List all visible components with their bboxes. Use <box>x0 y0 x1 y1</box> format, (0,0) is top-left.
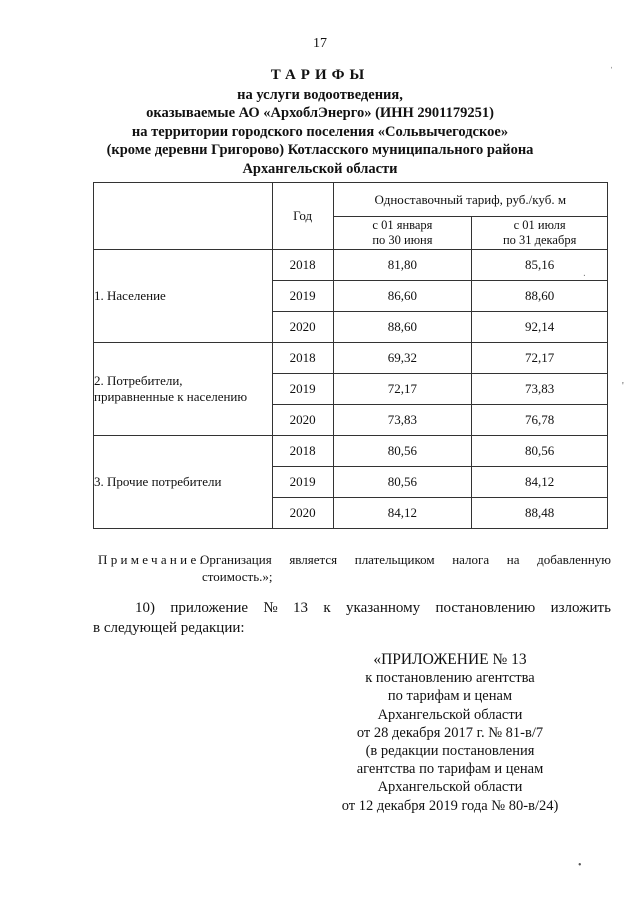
table-row <box>94 250 608 281</box>
paragraph-word: № <box>263 600 278 616</box>
title-line-1: на услуги водоотведения, <box>237 86 403 103</box>
scan-mark: • <box>578 860 582 871</box>
scan-mark: ˑ <box>583 272 586 283</box>
table-note <box>98 551 611 585</box>
tariff-h1-cell: 80,56 <box>333 436 472 467</box>
year-cell: 2019 <box>272 281 333 312</box>
year-cell: 2019 <box>272 467 333 498</box>
title-line-3: на территории городского поселения «Сольвычегодское» <box>131 123 509 140</box>
paragraph-word: изложить <box>550 600 611 616</box>
table-row <box>94 343 608 374</box>
year-cell: 2020 <box>272 405 333 436</box>
category-label: 2. Потребители, <box>94 373 183 388</box>
note-word: является <box>289 552 338 567</box>
tariff-h1-cell: 72,17 <box>333 374 472 405</box>
tariff-h2-cell: 85,16 <box>472 250 608 281</box>
note-word: налога <box>452 552 490 567</box>
tariff-h1-cell: 80,56 <box>333 467 472 498</box>
note-word: добавленную <box>537 552 611 567</box>
appendix-line: агентства по тарифам и ценам <box>356 761 544 778</box>
paragraph-line-2: в следующей редакции: <box>93 620 245 636</box>
tariff-h2-cell: 72,17 <box>472 343 608 374</box>
category-cell <box>94 250 273 343</box>
note-word: плательщиком <box>354 552 435 567</box>
document-title <box>40 66 600 178</box>
note-word: на <box>506 552 520 567</box>
tariff-h1-cell: 81,80 <box>333 250 472 281</box>
tariff-h1-cell: 73,83 <box>333 405 472 436</box>
page-number: 17 <box>313 36 327 51</box>
category-label: 3. Прочие потребители <box>94 474 222 489</box>
header-tariff: Одноставочный тариф, руб./куб. м <box>333 183 607 217</box>
tariff-h2-cell: 76,78 <box>472 405 608 436</box>
category-label: приравненные к населению <box>94 389 248 404</box>
category-cell <box>94 436 273 529</box>
paragraph-word: 10) <box>135 600 155 616</box>
tariff-h1-cell: 69,32 <box>333 343 472 374</box>
appendix-line: Архангельской области <box>377 706 523 723</box>
category-label: 1. Население <box>94 288 166 303</box>
title-line-5: Архангельской области <box>242 160 398 177</box>
paragraph-line-1 <box>93 598 611 618</box>
appendix-line: от 28 декабря 2017 г. № 81-в/7 <box>356 724 544 741</box>
tariff-h1-cell: 88,60 <box>333 312 472 343</box>
tariff-h2-cell: 92,14 <box>472 312 608 343</box>
year-cell: 2018 <box>272 436 333 467</box>
note-word: Организация <box>200 552 272 567</box>
header-period-line: по 30 июня <box>372 233 433 247</box>
header-period-line: с 01 июля <box>513 218 566 232</box>
header-period-line: с 01 января <box>372 218 433 232</box>
tariff-h2-cell: 84,12 <box>472 467 608 498</box>
paragraph-word: указанному <box>346 600 421 616</box>
appendix-line: «ПРИЛОЖЕНИЕ № 13 <box>373 651 527 668</box>
tariff-h2-cell: 88,60 <box>472 281 608 312</box>
appendix-line: от 12 декабря 2019 года № 80-в/24) <box>341 797 559 814</box>
appendix-line: к постановлению агентства <box>365 670 535 687</box>
appendix-header <box>300 651 600 815</box>
tariff-h2-cell: 80,56 <box>472 436 608 467</box>
paragraph-word: постановлению <box>435 600 536 616</box>
year-cell: 2020 <box>272 312 333 343</box>
year-cell: 2020 <box>272 498 333 529</box>
paragraph-word: приложение <box>170 600 249 616</box>
note-label: Примечание. <box>98 552 207 567</box>
year-cell: 2018 <box>272 250 333 281</box>
category-cell <box>94 343 273 436</box>
amendment-paragraph <box>93 598 611 638</box>
title-line-4: (кроме деревни Григорово) Котласского муниципального района <box>106 142 534 158</box>
header-period-2 <box>472 217 608 250</box>
tariff-h1-cell: 86,60 <box>333 281 472 312</box>
tariff-h2-cell: 88,48 <box>472 498 608 529</box>
appendix-line: Архангельской области <box>377 779 523 796</box>
year-cell: 2019 <box>272 374 333 405</box>
tariff-h2-cell: 73,83 <box>472 374 608 405</box>
year-cell: 2018 <box>272 343 333 374</box>
scan-mark: ' <box>622 381 624 392</box>
header-period-line: по 31 декабря <box>502 233 577 247</box>
tariff-table <box>93 182 608 529</box>
header-category-cell <box>94 183 273 250</box>
appendix-line: (в редакции постановления <box>365 743 535 760</box>
scan-mark: ˌ <box>610 58 614 69</box>
tariff-h1-cell: 84,12 <box>333 498 472 529</box>
note-text-line-1 <box>200 551 611 568</box>
title-main: ТАРИФЫ <box>270 67 370 83</box>
table-row <box>94 436 608 467</box>
note-text-line-2: стоимость.»; <box>202 569 273 584</box>
header-year: Год <box>272 183 333 250</box>
paragraph-word: 13 <box>293 600 309 616</box>
paragraph-word: к <box>323 600 331 616</box>
header-period-1 <box>333 217 472 250</box>
appendix-line: по тарифам и ценам <box>387 688 513 705</box>
title-line-2: оказываемые АО «АрхоблЭнерго» (ИНН 2901179251) <box>146 105 494 121</box>
